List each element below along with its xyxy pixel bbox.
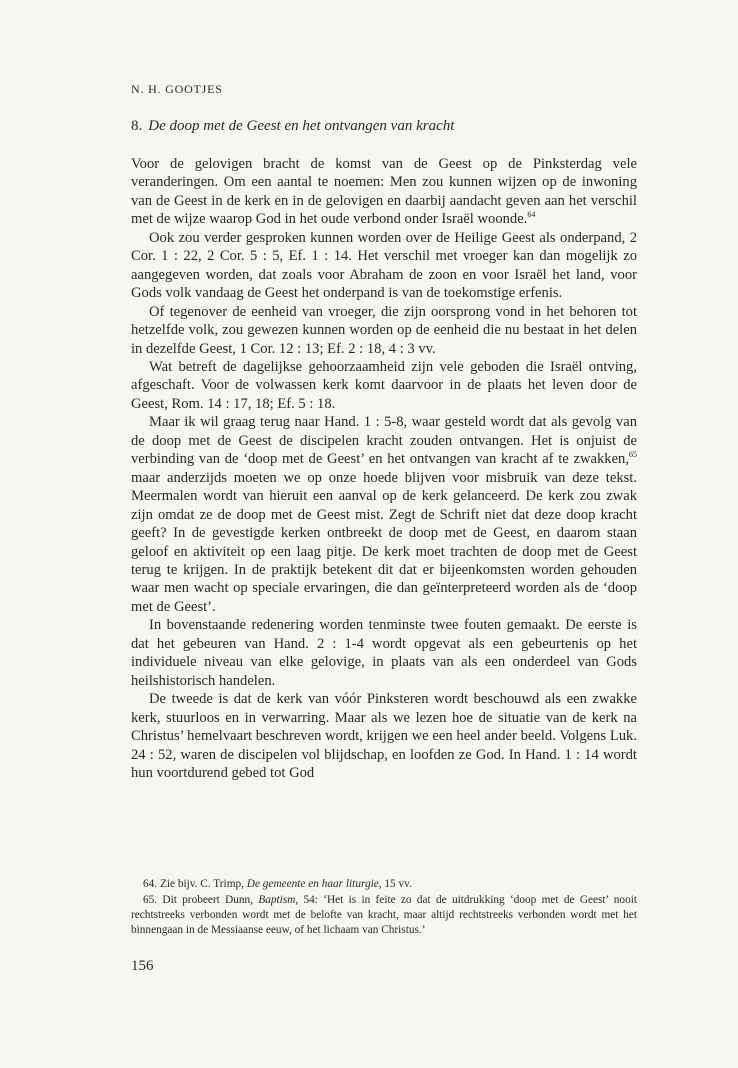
footnote-text: , 15 vv. bbox=[378, 878, 412, 890]
paragraph bbox=[131, 155, 637, 229]
paragraph: Of tegenover de eenheid van vroeger, die zijn oorsprong vond in het behoren tot hetzelfde volk, zou gewezen kunnen worden op de eenheid die nu bestaat in het delen in dezelfde Geest, 1 Cor. 12 : 13; Ef. 2 : 18, 4 : 3 vv. bbox=[131, 303, 637, 357]
footnote-text: 64. Zie bijv. C. Trimp, bbox=[143, 878, 247, 890]
footnote-title: De gemeente en haar liturgie bbox=[246, 878, 379, 890]
footnote bbox=[131, 893, 637, 938]
paragraph: Ook zou verder gesproken kunnen worden over de Heilige Geest als onderpand, 2 Cor. 1 : 22, 2 Cor. 5 : 5, Ef. 1 : 14. Het verschil met vroeger kan dan mogelijk zo aangegeven worden, dat zoals voor Abraham de zoon en voor Israël het land, voor Gods volk vandaag de Geest het onderpand is van de toekomstige erfenis. bbox=[131, 229, 637, 302]
footnote bbox=[131, 877, 637, 892]
paragraph-text: Voor de gelovigen bracht de komst van de Geest op de Pinksterdag vele veranderingen. Om een aantal te noemen: Men zou kunnen wijzen op de inwoning van de Geest in de kerk en in de gelovigen en daarbij aandacht geven aan het verschil met de wijze waarop God in het oude verbond onder Israël woonde. bbox=[131, 156, 637, 228]
footnote-text: , 54: ‘Het is in feite zo dat de uitdrukking ‘doop met de Geest’ nooit rechtstreeks verbonden wordt met de belofte van kracht, maar altijd rechtstreeks verbonden wordt met het binnengaan in de Messiaanse eeuw, of het lichaam van Christus.’ bbox=[131, 894, 638, 936]
page-number: 156 bbox=[131, 958, 154, 974]
footnote-text: 65. Dit probeert Dunn, bbox=[143, 894, 259, 906]
footnote-ref: 64 bbox=[527, 210, 536, 220]
section-title-text: De doop met de Geest en het ontvangen van kracht bbox=[148, 118, 455, 134]
paragraph: Wat betreft de dagelijkse gehoorzaamheid zijn vele geboden die Israël ontving, afgeschaft. Voor de volwassen kerk komt daarvoor in de plaats het leven door de Geest, Rom. 14 : 17, 18; Ef. 5 : 18. bbox=[131, 358, 637, 412]
section-heading bbox=[131, 118, 454, 135]
running-head: N. H. GOOTJES bbox=[131, 82, 223, 96]
paragraph: De tweede is dat de kerk van vóór Pinksteren wordt beschouwd als een zwakke kerk, stuurloos en in verwarring. Maar als we lezen hoe de situatie van de kerk na Christus’ hemelvaart beschreven wordt, krijgen we een heel ander beeld. Volgens Luk. 24 : 52, waren de discipelen vol blijdschap, en loofden ze God. In Hand. 1 : 14 wordt hun voortdurend gebed tot God bbox=[131, 691, 637, 781]
footnotes bbox=[131, 877, 637, 939]
footnote-ref: 65 bbox=[629, 450, 637, 460]
paragraph-text: maar anderzijds moeten we op onze hoede blijven voor misbruik van deze tekst. Meermalen wordt van hieruit een aanval op de kerk gelanceerd. De kerk zou zwak zijn omdat ze de doop met de Geest mist. Zegt de Schrift niet dat deze doop kracht geeft? In de gevestigde kerken ontbreekt de doop met de Geest, en daarom staan geloof en aktiviteit op een laag pitje. De kerk moet trachten de doop met de Geest terug te krijgen. In de praktijk betekent dit dat er bijeenkomsten worden gehouden waar men wacht op speciale ervaringen, die dan geïnterpreteerd worden als de ‘doop met de Geest’. bbox=[131, 469, 637, 615]
paragraph: In bovenstaande redenering worden tenminste twee fouten gemaakt. De eerste is dat het gebeuren van Hand. 2 : 1-4 wordt opgevat als een gebeurtenis op het individuele niveau van elke gelovige, in plaats van als een onderdeel van Gods heilshistorisch handelen. bbox=[131, 617, 637, 689]
footnote-title: Baptism bbox=[258, 894, 296, 906]
section-number: 8. bbox=[131, 118, 143, 134]
paragraph-text: Maar ik wil graag terug naar Hand. 1 : 5-8, waar gesteld wordt dat als gevolg van de doop met de Geest de discipelen kracht zouden ontvangen. Het is onjuist de verbinding van de ‘doop met de Geest’ en het ontvangen van kracht af te zwakken, bbox=[131, 414, 637, 468]
paragraph bbox=[131, 413, 637, 616]
body-text bbox=[131, 155, 637, 782]
